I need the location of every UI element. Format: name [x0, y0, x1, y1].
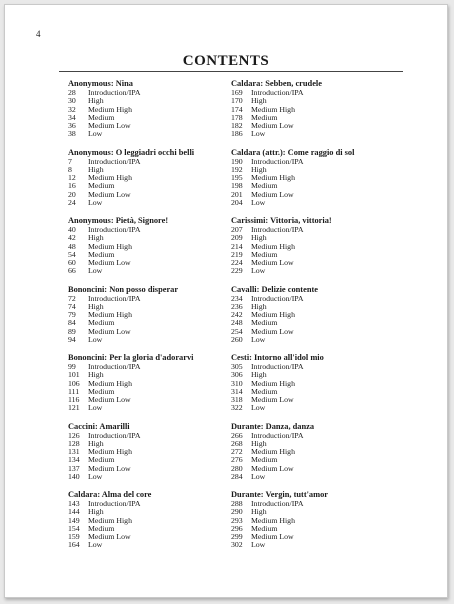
section-label: Introduction/IPA — [251, 430, 304, 440]
contents-entry — [231, 352, 401, 421]
page-ref: 99 — [68, 362, 76, 371]
page-ref: 149 — [68, 515, 80, 525]
page-ref: 302 — [231, 540, 243, 550]
section-label: Medium Low — [88, 463, 131, 473]
section-label: Low — [88, 540, 103, 550]
page-ref: 137 — [68, 463, 80, 473]
section-label: Medium — [251, 523, 278, 533]
page-ref: 131 — [68, 447, 80, 457]
section-label: Medium High — [88, 241, 132, 251]
page-ref: 254 — [231, 326, 243, 336]
section-label: Medium Low — [251, 258, 294, 268]
page-ref: 66 — [68, 266, 76, 276]
section-label: Medium Low — [251, 463, 294, 473]
section-label: Medium — [251, 386, 278, 396]
page-ref: 79 — [68, 310, 76, 320]
page-ref: 72 — [68, 293, 76, 303]
page-ref: 40 — [68, 225, 76, 234]
title-divider — [59, 71, 403, 72]
section-label: Medium — [88, 455, 115, 465]
section-label: High — [88, 164, 104, 174]
section-label: Low — [88, 334, 103, 344]
page-ref: 84 — [68, 318, 76, 328]
page-ref: 16 — [68, 181, 76, 191]
section-label: High — [88, 233, 104, 243]
section-label: High — [251, 507, 267, 517]
page-ref: 214 — [231, 241, 243, 251]
page-ref: 121 — [68, 403, 80, 413]
page-ref: 128 — [68, 438, 80, 448]
page-ref: 280 — [231, 463, 243, 473]
section-label: Medium Low — [251, 189, 294, 199]
contents-row — [68, 473, 238, 481]
page-ref: 101 — [68, 370, 80, 380]
contents-row — [68, 267, 238, 275]
section-label: Medium High — [88, 447, 132, 457]
page-ref: 284 — [231, 471, 243, 481]
contents-column-left — [68, 78, 238, 558]
page-title: CONTENTS — [182, 53, 270, 69]
page-ref: 204 — [231, 197, 243, 207]
page-ref: 140 — [68, 471, 80, 481]
contents-entry — [231, 215, 401, 284]
page-ref: 60 — [68, 258, 76, 268]
entry-title: Carissimi: Vittoria, vittoria! — [231, 216, 332, 225]
page-ref: 48 — [68, 241, 76, 251]
page-ref: 32 — [68, 104, 76, 114]
section-label: High — [251, 438, 267, 448]
page-ref: 198 — [231, 181, 243, 191]
page-ref: 266 — [231, 430, 243, 440]
section-label: High — [88, 301, 104, 311]
page-ref: 28 — [68, 88, 76, 97]
contents-entry — [68, 78, 238, 147]
page-ref: 234 — [231, 293, 243, 303]
page-ref: 143 — [68, 499, 80, 508]
contents-row — [231, 404, 401, 412]
page-ref: 134 — [68, 455, 80, 465]
section-label: High — [251, 164, 267, 174]
page-ref: 236 — [231, 301, 243, 311]
page-ref: 12 — [68, 173, 76, 183]
section-label: Medium High — [251, 378, 295, 388]
section-label: Medium Low — [251, 532, 294, 542]
section-label: Low — [251, 334, 266, 344]
page-ref: 288 — [231, 499, 243, 508]
page-ref: 30 — [68, 96, 76, 106]
page-ref: 111 — [68, 386, 80, 396]
section-label: Introduction/IPA — [251, 225, 304, 234]
page-ref: 293 — [231, 515, 243, 525]
section-label: High — [251, 370, 267, 380]
entry-title: Caldara: Alma del core — [68, 490, 152, 499]
section-label: Medium High — [251, 515, 295, 525]
section-label: Medium Low — [88, 532, 131, 542]
page-ref: 207 — [231, 225, 243, 234]
page-ref: 38 — [68, 129, 76, 139]
page-ref: 310 — [231, 378, 243, 388]
section-label: Medium High — [88, 104, 132, 114]
section-label: Medium — [88, 523, 115, 533]
section-label: Low — [251, 403, 266, 413]
section-label: High — [88, 438, 104, 448]
page-ref: 54 — [68, 249, 76, 259]
section-label: Medium High — [251, 104, 295, 114]
contents-entry — [68, 147, 238, 216]
page-ref: 224 — [231, 258, 243, 268]
contents-row — [231, 199, 401, 207]
page-ref: 314 — [231, 386, 243, 396]
section-label: High — [88, 370, 104, 380]
document-page — [4, 4, 448, 598]
page-ref: 144 — [68, 507, 80, 517]
page-ref: 164 — [68, 540, 80, 550]
entry-title: Anonymous: Pietà, Signore! — [68, 216, 169, 225]
section-label: Medium Low — [88, 189, 131, 199]
contents-entry — [231, 489, 401, 558]
page-ref: 219 — [231, 249, 243, 259]
contents-entry — [68, 489, 238, 558]
section-label: Medium — [88, 318, 115, 328]
section-label: Medium — [88, 386, 115, 396]
contents-row — [231, 336, 401, 344]
section-label: Introduction/IPA — [88, 499, 141, 508]
section-label: High — [251, 233, 267, 243]
section-label: Introduction/IPA — [88, 156, 141, 166]
page-ref: 174 — [231, 104, 243, 114]
contents-entry — [231, 421, 401, 490]
page-ref: 34 — [68, 112, 76, 122]
page-ref: 242 — [231, 310, 243, 320]
entry-title: Cesti: Intorno all'idol mio — [231, 353, 324, 362]
entry-title: Caccini: Amarilli — [68, 421, 130, 431]
section-label: Medium — [88, 112, 115, 122]
contents-entry — [231, 284, 401, 353]
section-label: Introduction/IPA — [251, 156, 304, 166]
page-ref: 170 — [231, 96, 243, 106]
section-label: Medium High — [251, 241, 295, 251]
page-ref: 24 — [68, 197, 76, 207]
page-ref: 94 — [68, 334, 76, 344]
section-label: Medium High — [251, 447, 295, 457]
entry-title: Anonymous: O leggiadri occhi belli — [68, 147, 195, 157]
section-label: High — [88, 96, 104, 106]
section-label: Introduction/IPA — [251, 88, 304, 97]
contents-entry — [231, 147, 401, 216]
entry-title: Durante: Danza, danza — [231, 421, 315, 431]
contents-row — [68, 541, 238, 549]
entry-title: Durante: Vergin, tutt'amor — [231, 490, 328, 499]
section-label: Medium — [251, 455, 278, 465]
contents-row — [68, 199, 238, 207]
page-ref: 178 — [231, 112, 243, 122]
page-ref: 272 — [231, 447, 243, 457]
contents-entry — [68, 215, 238, 284]
section-label: Introduction/IPA — [88, 225, 141, 234]
section-label: High — [88, 507, 104, 517]
section-label: Introduction/IPA — [251, 499, 304, 508]
page-ref: 201 — [231, 189, 243, 199]
section-label: Medium — [251, 112, 278, 122]
page-ref: 182 — [231, 121, 243, 131]
section-label: Introduction/IPA — [88, 88, 141, 97]
section-label: Medium High — [88, 515, 132, 525]
contents-row — [231, 541, 401, 549]
page-ref: 8 — [68, 164, 72, 174]
section-label: Medium Low — [251, 121, 294, 131]
page-ref: 116 — [68, 395, 80, 405]
entry-title: Caldara: Sebben, crudele — [231, 79, 322, 88]
page-ref: 248 — [231, 318, 243, 328]
contents-entry — [68, 421, 238, 490]
page-ref: 169 — [231, 88, 243, 97]
page-ref: 20 — [68, 189, 76, 199]
section-label: Medium Low — [251, 395, 294, 405]
entry-title: Bononcini: Per la gloria d'adorarvi — [68, 353, 194, 362]
section-label: Medium — [88, 249, 115, 259]
page-ref: 296 — [231, 523, 243, 533]
section-label: Low — [88, 266, 103, 276]
section-label: Low — [251, 266, 266, 276]
page-ref: 195 — [231, 173, 243, 183]
page-number: 4 — [36, 29, 41, 39]
page-ref: 229 — [231, 266, 243, 276]
page-ref: 318 — [231, 395, 243, 405]
section-label: Medium Low — [88, 326, 131, 336]
page-ref: 74 — [68, 301, 76, 311]
section-label: Medium — [88, 181, 115, 191]
section-label: Medium High — [88, 310, 132, 320]
page-ref: 126 — [68, 430, 80, 440]
section-label: Low — [88, 129, 103, 139]
entry-title: Bononcini: Non posso disperar — [68, 284, 179, 294]
section-label: Medium High — [251, 310, 295, 320]
section-label: Medium Low — [251, 326, 294, 336]
page-ref: 305 — [231, 362, 243, 371]
section-label: Introduction/IPA — [88, 293, 141, 303]
page-ref: 192 — [231, 164, 243, 174]
section-label: Low — [251, 129, 266, 139]
page-ref: 186 — [231, 129, 243, 139]
page-ref: 106 — [68, 378, 80, 388]
section-label: High — [251, 96, 267, 106]
section-label: Low — [251, 540, 266, 550]
page-ref: 209 — [231, 233, 243, 243]
page-ref: 299 — [231, 532, 243, 542]
section-label: Medium — [251, 181, 278, 191]
contents-entry — [231, 78, 401, 147]
section-label: Medium — [251, 249, 278, 259]
section-label: High — [251, 301, 267, 311]
page-ref: 36 — [68, 121, 76, 131]
page-ref: 260 — [231, 334, 243, 344]
section-label: Medium Low — [88, 121, 131, 131]
entry-title: Anonymous: Nina — [68, 79, 133, 88]
contents-row — [68, 130, 238, 138]
section-label: Low — [88, 471, 103, 481]
section-label: Medium — [251, 318, 278, 328]
page-ref: 322 — [231, 403, 243, 413]
page-ref: 268 — [231, 438, 243, 448]
page-ref: 290 — [231, 507, 243, 517]
contents-row — [231, 267, 401, 275]
entry-title: Caldara (attr.): Come raggio di sol — [231, 147, 355, 157]
section-label: Low — [251, 197, 266, 207]
section-label: Introduction/IPA — [251, 293, 304, 303]
section-label: Medium Low — [88, 258, 131, 268]
section-label: Introduction/IPA — [88, 430, 141, 440]
section-label: Medium High — [88, 378, 132, 388]
page-ref: 42 — [68, 233, 76, 243]
page-ref: 190 — [231, 156, 243, 166]
page-ref: 7 — [68, 156, 72, 166]
contents-row — [68, 404, 238, 412]
section-label: Introduction/IPA — [88, 362, 141, 371]
section-label: Low — [251, 471, 266, 481]
contents-row — [68, 336, 238, 344]
entry-title: Cavalli: Delizie contente — [231, 284, 318, 294]
section-label: Medium High — [251, 173, 295, 183]
page-ref: 306 — [231, 370, 243, 380]
page-ref: 159 — [68, 532, 80, 542]
contents-entry — [68, 284, 238, 353]
page-ref: 154 — [68, 523, 80, 533]
contents-column-right — [231, 78, 401, 558]
page-ref: 89 — [68, 326, 76, 336]
contents-row — [231, 130, 401, 138]
contents-row — [231, 473, 401, 481]
page-ref: 276 — [231, 455, 243, 465]
section-label: Medium Low — [88, 395, 131, 405]
section-label: Medium High — [88, 173, 132, 183]
section-label: Low — [88, 403, 103, 413]
contents-entry — [68, 352, 238, 421]
section-label: Introduction/IPA — [251, 362, 304, 371]
section-label: Low — [88, 197, 103, 207]
